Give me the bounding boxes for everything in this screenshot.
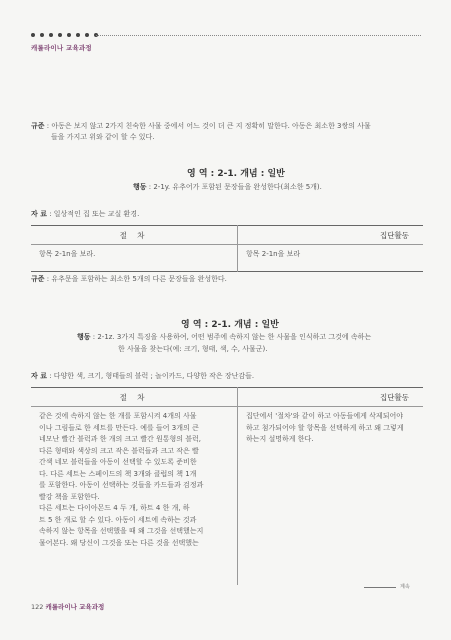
section2-behavior-line-2: 한 사물을 찾는다(예: 크기, 형태, 색, 수, 사물군).	[118, 345, 268, 353]
section2-procedure-text	[31, 407, 238, 586]
criteria-block: 규준 : 아동은 보지 않고 2가지 친숙한 사물 중에서 어느 것이 더 큰 지 정확히 말한다. 아동은 최소한 3쌍의 사물 들을 가지고 위와 같이 할 수 있다.	[31, 121, 423, 143]
section1-domain-title: 영 역 : 2-1. 개념 : 일반	[187, 169, 285, 179]
procedure-text-line: 트 5 한 개로 할 수 있다. 아동이 세트에 속하는 것과	[39, 515, 197, 524]
procedure-text-line: 다른 형태와 색상의 크고 작은 블럭들과 크고 작은 빨	[39, 446, 199, 455]
criteria-line-1: 아동은 보지 않고 2가지 친숙한 사물 중에서 어느 것이 더 큰 지 정확히 말한다. 아동은 최소한 3쌍의 사물	[51, 122, 371, 130]
procedure-text-line: 속하지 않는 항목을 선택했을 때 왜 그것을 선택했는지	[39, 527, 204, 535]
header-rule	[96, 35, 421, 36]
section1-activity-table	[31, 225, 423, 272]
procedure-text-line: 를 포함한다. 아동이 선택하는 것들을 카드들과 검정과	[39, 481, 204, 489]
section2-behavior-label: 행동	[77, 333, 91, 341]
section1-procedure-text: 항목 2-1n을 보라.	[31, 245, 238, 272]
header-dots	[31, 33, 98, 37]
section1-material-text: 일상적인 집 또는 교실 환경.	[53, 210, 140, 218]
section1-procedure-header: 절 차	[31, 226, 238, 245]
section2-group-header: 집단활동	[238, 388, 424, 407]
procedure-text-line: 다. 다른 세트는 스페이드의 책 3개와 클럽의 책 1개	[39, 469, 197, 478]
criteria-line-2: 들을 가지고 위와 같이 할 수 있다.	[51, 133, 155, 141]
procedure-text-line: 물어본다. 왜 당신이 그것을 또는 다른 것을 선택했는	[39, 538, 199, 547]
procedure-text-line: 간색 네모 블럭들을 아동이 선택할 수 있도록 준비한	[39, 458, 197, 466]
section1-group-text: 항목 2-1n을 보라	[246, 250, 301, 258]
section2-procedure-header: 절 차	[31, 388, 238, 407]
page-footer	[31, 602, 104, 611]
section2-activity-table	[31, 387, 423, 585]
section1-group-header: 집단활동	[238, 226, 424, 245]
footer-rule	[364, 587, 396, 588]
section2-material-text: 다양한 색, 크기, 형태들의 블럭 ; 놀이카드, 다양한 작은 장난감들.	[53, 372, 255, 380]
procedure-text-line: 네모난 빨간 블럭과 한 개의 크고 빨간 원통형의 블럭,	[39, 435, 202, 443]
section2-group-text	[238, 407, 424, 586]
procedure-text-line: 빨강 책을 포함한다.	[39, 492, 100, 501]
page-footer-series: 캐롤라이나 교육과정	[45, 603, 105, 611]
section2-behavior: 행동 : 2-1z. 3가지 특징을 사용하여, 어떤 범주에 속하지 않는 한 사물을 인식하고 그것에 속하는	[77, 333, 372, 341]
section2-domain-title: 영 역 : 2-1. 개념 : 일반	[181, 320, 279, 330]
section2-behavior-line-1: 2-1z. 3가지 특징을 사용하여, 어떤 범주에 속하지 않는 한 사물을 인식하고 그것에 속하는	[97, 333, 372, 341]
group-text-line: 하고 첨가되어야 할 항목을 선택하게 하고 왜 그렇게	[246, 423, 404, 432]
section1-material-label: 자 료	[31, 210, 47, 218]
section1-behavior-text: 2-1y. 유추어가 포함된 문장들을 완성한다(최소한 5개).	[153, 183, 322, 191]
page-number: 122	[31, 603, 44, 611]
section1-criteria: 규준 : 유추문을 포함하는 최소한 5개의 다른 문장들을 완성한다.	[31, 275, 227, 283]
section1-behavior-label: 행동	[133, 183, 147, 191]
section1-criteria-label: 규준	[31, 275, 45, 283]
section1-material: 자 료 : 일상적인 집 또는 교실 환경.	[31, 210, 140, 218]
footer-continued: 계속	[400, 584, 410, 590]
procedure-text-line: 다른 세트는 다이아몬드 4 두 개, 하트 4 한 개, 하	[39, 504, 190, 512]
procedure-text-line: 이나 그림들로 한 세트를 만든다. 예를 들어 3개의 큰	[39, 423, 199, 432]
section1-behavior: 행동 : 2-1y. 유추어가 포함된 문장들을 완성한다(최소한 5개).	[133, 183, 322, 191]
section1-criteria-text: 유추문을 포함하는 최소한 5개의 다른 문장들을 완성한다.	[51, 275, 227, 283]
group-text-line: 하는지 설명하게 한다.	[246, 435, 314, 443]
section2-material: 자 료 : 다양한 색, 크기, 형태들의 블럭 ; 놀이카드, 다양한 작은 장난감들.	[31, 372, 255, 380]
criteria-label: 규준	[31, 122, 45, 130]
group-text-line: 집단에서 '절차'와 같이 하고 아동들에게 삭제되어야	[246, 412, 403, 420]
section2-material-label: 자 료	[31, 372, 47, 380]
procedure-text-line: 같은 것에 속하지 않는 한 개를 포함시켜 4개의 사물	[39, 412, 197, 420]
header-series-label: 캐롤라이나 교육과정	[31, 44, 92, 52]
